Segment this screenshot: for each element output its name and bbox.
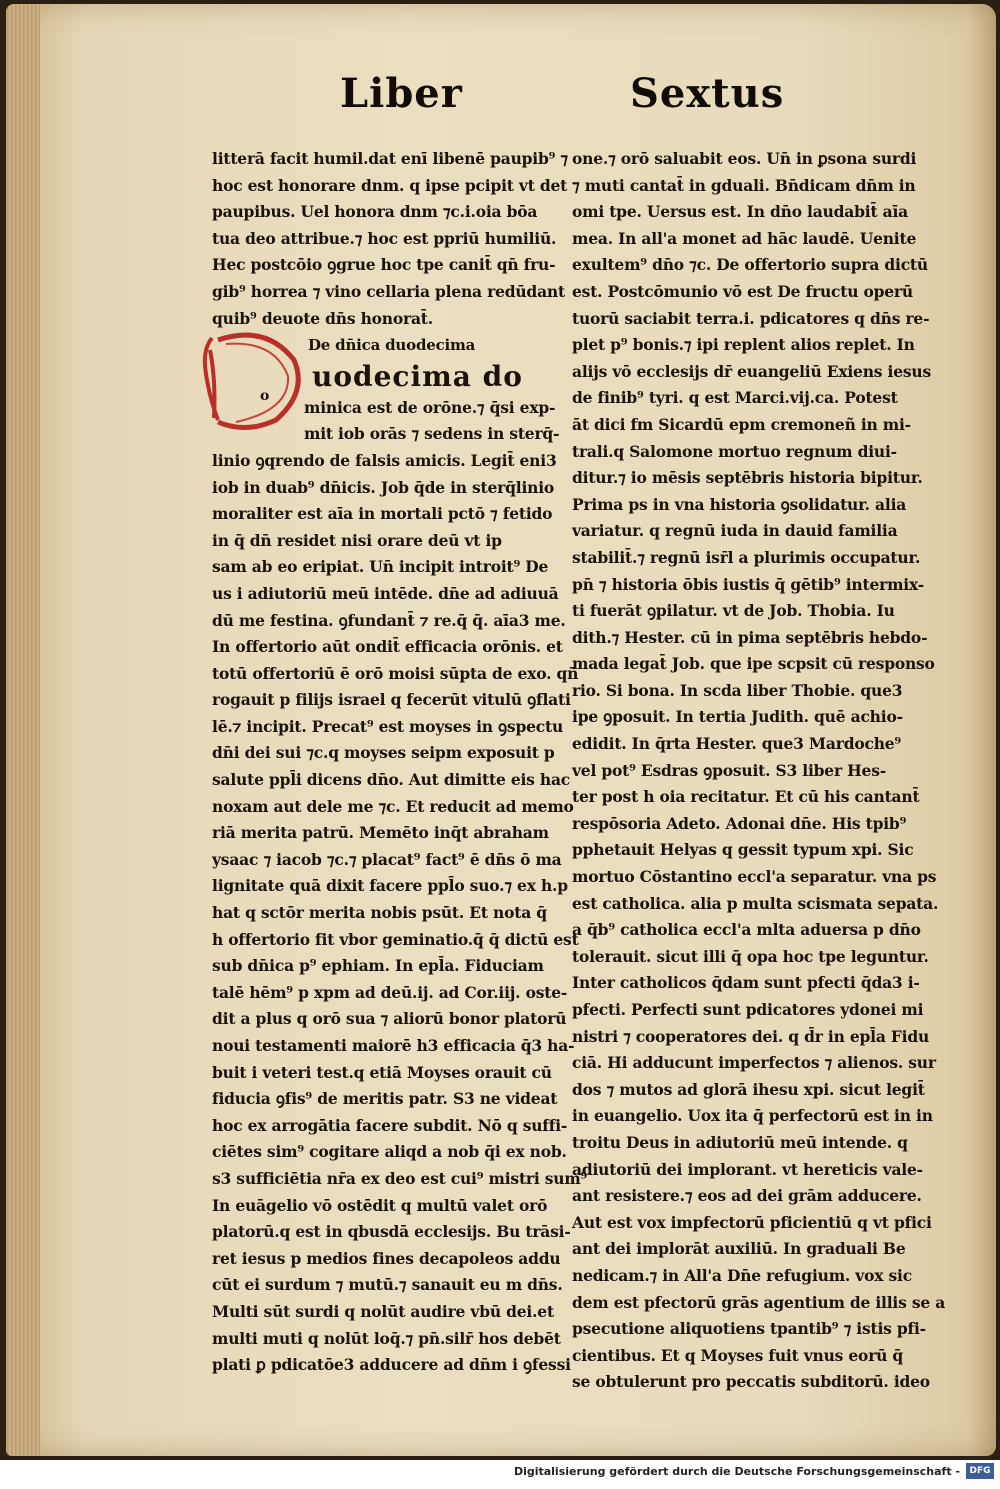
- left-column-line: quib⁹ deuote dn̄s honorat̄.: [212, 308, 433, 328]
- left-column-line: hoc ex arrogātia facere subdit. Nō q suffi-: [212, 1115, 568, 1135]
- page-edge: [6, 4, 40, 1456]
- right-column-line: pn̄ ⁊ historia ōbis iustis q̄ gētib⁹ intermix-: [572, 574, 924, 594]
- left-column-line: s3 sufficiētia nr̄a ex deo est cui⁹ mistri sum⁹: [212, 1168, 588, 1188]
- header-left: Liber: [340, 70, 463, 117]
- right-column-line: ciā. Hi adducunt imperfectos ⁊ alienos. sur: [572, 1053, 936, 1073]
- right-column-line: alijs vō ecclesijs dr̄ euangeliū Exiens iesus: [572, 361, 931, 381]
- right-column-line: āt dici fm Sicardū epm cremoneñ in mi-: [572, 414, 911, 434]
- right-column-line: tuorū saciabit terra.i. pdicatores q dn̄s re-: [572, 308, 930, 328]
- right-column-line: dos ⁊ mutos ad glorā ihesu xpi. sicut legit̄: [572, 1079, 925, 1099]
- right-column-line: nedicam.⁊ in All'a Dn̄e refugium. vox sic: [572, 1265, 912, 1285]
- right-column-line: ti fuerāt ꝯpilatur. vt de Job. Thobia. Iu: [572, 601, 895, 621]
- right-column-line: mada legat̄ Job. que ipe scpsit cū responso: [572, 654, 935, 674]
- left-column-line: Multi sūt surdi q nolūt audire vbū dei.et: [212, 1301, 554, 1321]
- left-column-line: talē hēm⁹ p xpm ad deū.ij. ad Cor.iij. oste-: [212, 982, 568, 1002]
- left-column-line: multi muti q nolūt loq̄.⁊ pn̄.silr̄ hos debēt: [212, 1328, 561, 1348]
- left-column-line: linio ꝯqrendo de falsis amicis. Legit̄ eni3: [212, 450, 557, 470]
- left-column-line: fiducia ꝯfis⁹ de meritis patr. S3 ne videat: [212, 1089, 558, 1109]
- right-column-line: se obtulerunt pro peccatis subditorū. ideo: [572, 1372, 930, 1392]
- left-column-line: hoc est honorare dnm. q ipse pcipit vt det: [212, 175, 568, 195]
- left-column-line: ysaac ⁊ iacob ⁊c.⁊ placat⁹ fact⁹ ē dn̄s ō ma: [212, 849, 562, 869]
- left-column-line: salute ppl̄i dicens dn̄o. Aut dimitte eis hac: [212, 770, 571, 790]
- right-column-line: de finib⁹ tyri. q est Marci.vij.ca. Potest: [572, 388, 898, 408]
- right-column-line: psecutione aliquotiens tpantib⁹ ⁊ istis pfi-: [572, 1319, 926, 1339]
- header-right: Sextus: [630, 70, 785, 117]
- left-column-line: minica est de orōne.⁊ q̄si exp-: [304, 397, 556, 417]
- left-column: [212, 146, 588, 1375]
- left-column-line: us i adiutoriū meū intēde. dn̄e ad adiuuā: [212, 583, 559, 603]
- right-column-line: dith.⁊ Hester. cū in pima septēbris hebdo-: [572, 627, 928, 647]
- right-column-line: in euangelio. Uox ita q̄ perfectorū est in in: [572, 1106, 933, 1126]
- right-column-line: ter post h oia recitatur. Et cū his cantant̄: [572, 787, 920, 807]
- dfg-logo: DFG: [966, 1463, 994, 1479]
- left-column-line: buit i veteri test.q etiā Moyses orauit cū: [212, 1062, 552, 1082]
- left-column-line: totū offertoriū ē orō moisi sūpta de exo. qn̄: [212, 663, 579, 683]
- right-column-line: ant resistere.⁊ eos ad dei grām adducere.: [572, 1186, 922, 1206]
- right-column-line: Prima ps in vna historia ꝯsolidatur. alia: [572, 494, 907, 514]
- right-column-line: rio. Si bona. In scda liber Thobie. que3: [572, 680, 903, 700]
- right-column-line: est catholica. alia p multa scismata sepata.: [572, 893, 939, 913]
- right-column-line: ditur.⁊ io mēsis septēbris historia bipitur.: [572, 468, 923, 488]
- right-column-line: respōsoria Adeto. Adonai dn̄e. His tpib⁹: [572, 813, 907, 833]
- right-column: [572, 146, 946, 1392]
- left-column-line: sub dn̄ica p⁹ ephiam. In epl̄a. Fiduciam: [212, 956, 544, 976]
- right-column-line: est. Postcōmunio vō est De fructu operū: [572, 281, 913, 301]
- left-column-line: dū me festina. ꝯfundant̄ ⁊ re.q̄ q̄. aīa3 me.: [212, 610, 566, 630]
- left-column-line: lē.⁊ incipit. Precat⁹ est moyses in ꝯspectu: [212, 716, 564, 736]
- left-column-line: noui testamenti maiorē h3 efficacia q̄3 ha-: [212, 1036, 575, 1055]
- left-column-line: uodecima do: [312, 359, 523, 393]
- right-column-line: pphetauit Helyas q gessit typum xpi. Sic: [572, 840, 914, 860]
- left-column-line: tua deo attribue.⁊ hoc est ppriū humiliū.: [212, 228, 557, 248]
- right-column-line: plet p⁹ bonis.⁊ ipi replent alios replet. In: [572, 335, 915, 355]
- right-column-line: adiutoriū dei implorant. vt hereticis vale-: [572, 1159, 923, 1179]
- right-column-line: variatur. q regnū iuda in dauid familia: [572, 521, 898, 541]
- right-column-line: dem est pfectorū grās agentium de illis se a: [572, 1292, 946, 1312]
- left-column-line: cūt ei surdum ⁊ mutū.⁊ sanauit eu m dn̄s.: [212, 1275, 563, 1295]
- left-column-line: dn̄i dei sui ⁊c.q moyses seipm exposuit p: [212, 743, 555, 763]
- left-column-line: In euāgelio vō ostēdit q multū valet orō: [212, 1195, 548, 1215]
- right-column-line: omi tpe. Uersus est. In dn̄o laudabit̄ aīa: [572, 202, 908, 222]
- left-column-line: De dn̄ica duodecima: [308, 336, 476, 355]
- running-header: [0, 70, 1000, 130]
- right-column-line: troitu Deus in adiutoriū meū intende. q: [572, 1132, 908, 1152]
- left-column-line: iob in duab⁹ dn̄icis. Job q̄de in sterq̄linio: [212, 477, 555, 497]
- right-column-line: a q̄b⁹ catholica eccl'a mlta aduersa p dn̄o: [572, 920, 921, 940]
- left-column-line: riā merita patrū. Memēto inq̄t abraham: [212, 823, 549, 843]
- right-column-line: ipe ꝯposuit. In tertia Judith. quē achio-: [572, 707, 903, 727]
- left-column-line: noxam aut dele me ⁊c. Et reducit ad memo: [212, 796, 574, 816]
- left-column-line: mit iob orās ⁊ sedens in sterq̄-: [304, 424, 560, 444]
- right-column-line: Inter catholicos q̄dam sunt pfecti q̄da3 i-: [572, 973, 920, 993]
- right-column-line: Aut est vox impfectorū pficientiū q vt pfici: [572, 1212, 932, 1232]
- right-column-line: cientibus. Et q Moyses fuit vnus eorū q̄: [572, 1345, 904, 1365]
- right-column-line: nistri ⁊ cooperatores dei. q d̄r in epl̄a Fidu: [572, 1026, 930, 1046]
- left-column-line: in q̄ dn̄ residet nisi orare deū vt ip: [212, 530, 502, 550]
- left-column-line: ciētes sim⁹ cogitare aliqd a nob q̄i ex nob.: [212, 1142, 567, 1162]
- left-column-line: rogauit p filijs israel q fecerūt vitulū ꝯflati: [212, 690, 571, 710]
- left-column-line: litterā facit humil.dat enī libenē paupib⁹ ⁊: [212, 149, 568, 168]
- right-column-line: vel pot⁹ Esdras ꝯposuit. S3 liber Hes-: [572, 760, 886, 780]
- left-column-line: Hec postcōio ꝯgrue hoc tpe canit̄ qn̄ fru-: [212, 255, 556, 275]
- left-column-line: gib⁹ horrea ⁊ vino cellaria plena redūdant: [212, 281, 565, 301]
- left-column-line: ret iesus p medios fines decapoleos addu: [212, 1248, 561, 1268]
- right-column-line: one.⁊ orō saluabit eos. Un̄ in ꝑsona surdi: [572, 149, 917, 168]
- right-column-line: stabilit̄.⁊ regnū isr̄l a plurimis occupatur.: [572, 547, 921, 567]
- left-column-line: dit a plus q orō sua ⁊ aliorū bonor platorū: [212, 1009, 567, 1029]
- right-column-line: tolerauit. sicut illi q̄ opa hoc tpe leguntur.: [572, 946, 929, 966]
- left-column-line: In offertorio aūt ondit̄ efficacia orōnis. et: [212, 637, 563, 657]
- left-column-line: platorū.q est in qbusdā ecclesijs. Bu trāsi-: [212, 1222, 571, 1242]
- footer-credit: Digitalisierung gefördert durch die Deutsche Forschungsgemeinschaft -: [513, 1465, 960, 1478]
- right-column-line: edidit. In q̄rta Hester. que3 Mardoche⁹: [572, 734, 902, 754]
- right-column-line: pfecti. Perfecti sunt pdicatores ydonei mi: [572, 1000, 924, 1019]
- left-column-line: paupibus. Uel honora dnm ⁊c.i.oia bōa: [212, 202, 538, 222]
- left-column-line: plati ꝑ pdicatōe3 adducere ad dn̄m i ꝯfessi: [212, 1355, 571, 1375]
- right-column-line: ant dei implorāt auxiliū. In graduali Be: [572, 1239, 906, 1259]
- right-column-line: exultem⁹ dn̄o ⁊c. De offertorio supra dictū: [572, 255, 928, 275]
- left-column-line: sam ab eo eripiat. Un̄ incipit introit⁹ De: [212, 557, 549, 577]
- right-column-line: mortuo Cōstantino eccl'a separatur. vna ps: [572, 867, 937, 887]
- left-column-line: lignitate quā dixit facere ppl̄o suo.⁊ ex h.p: [212, 876, 568, 896]
- left-column-line: moraliter est aīa in mortali pctō ⁊ fetido: [212, 504, 553, 524]
- svg-text:o: o: [260, 388, 270, 404]
- right-column-line: trali.q Salomone mortuo regnum diui-: [572, 441, 897, 461]
- left-column-line: hat q sctōr merita nobis psūt. Et nota q̄: [212, 903, 547, 923]
- right-column-line: mea. In all'a monet ad hāc laudē. Uenite: [572, 228, 917, 248]
- left-column-line: h offertorio fit vbor geminatio.q̄ q̄ dictū est: [212, 929, 579, 949]
- right-column-line: ⁊ muti cantat̄ in gduali. Bn̄dicam dn̄m in: [572, 175, 916, 195]
